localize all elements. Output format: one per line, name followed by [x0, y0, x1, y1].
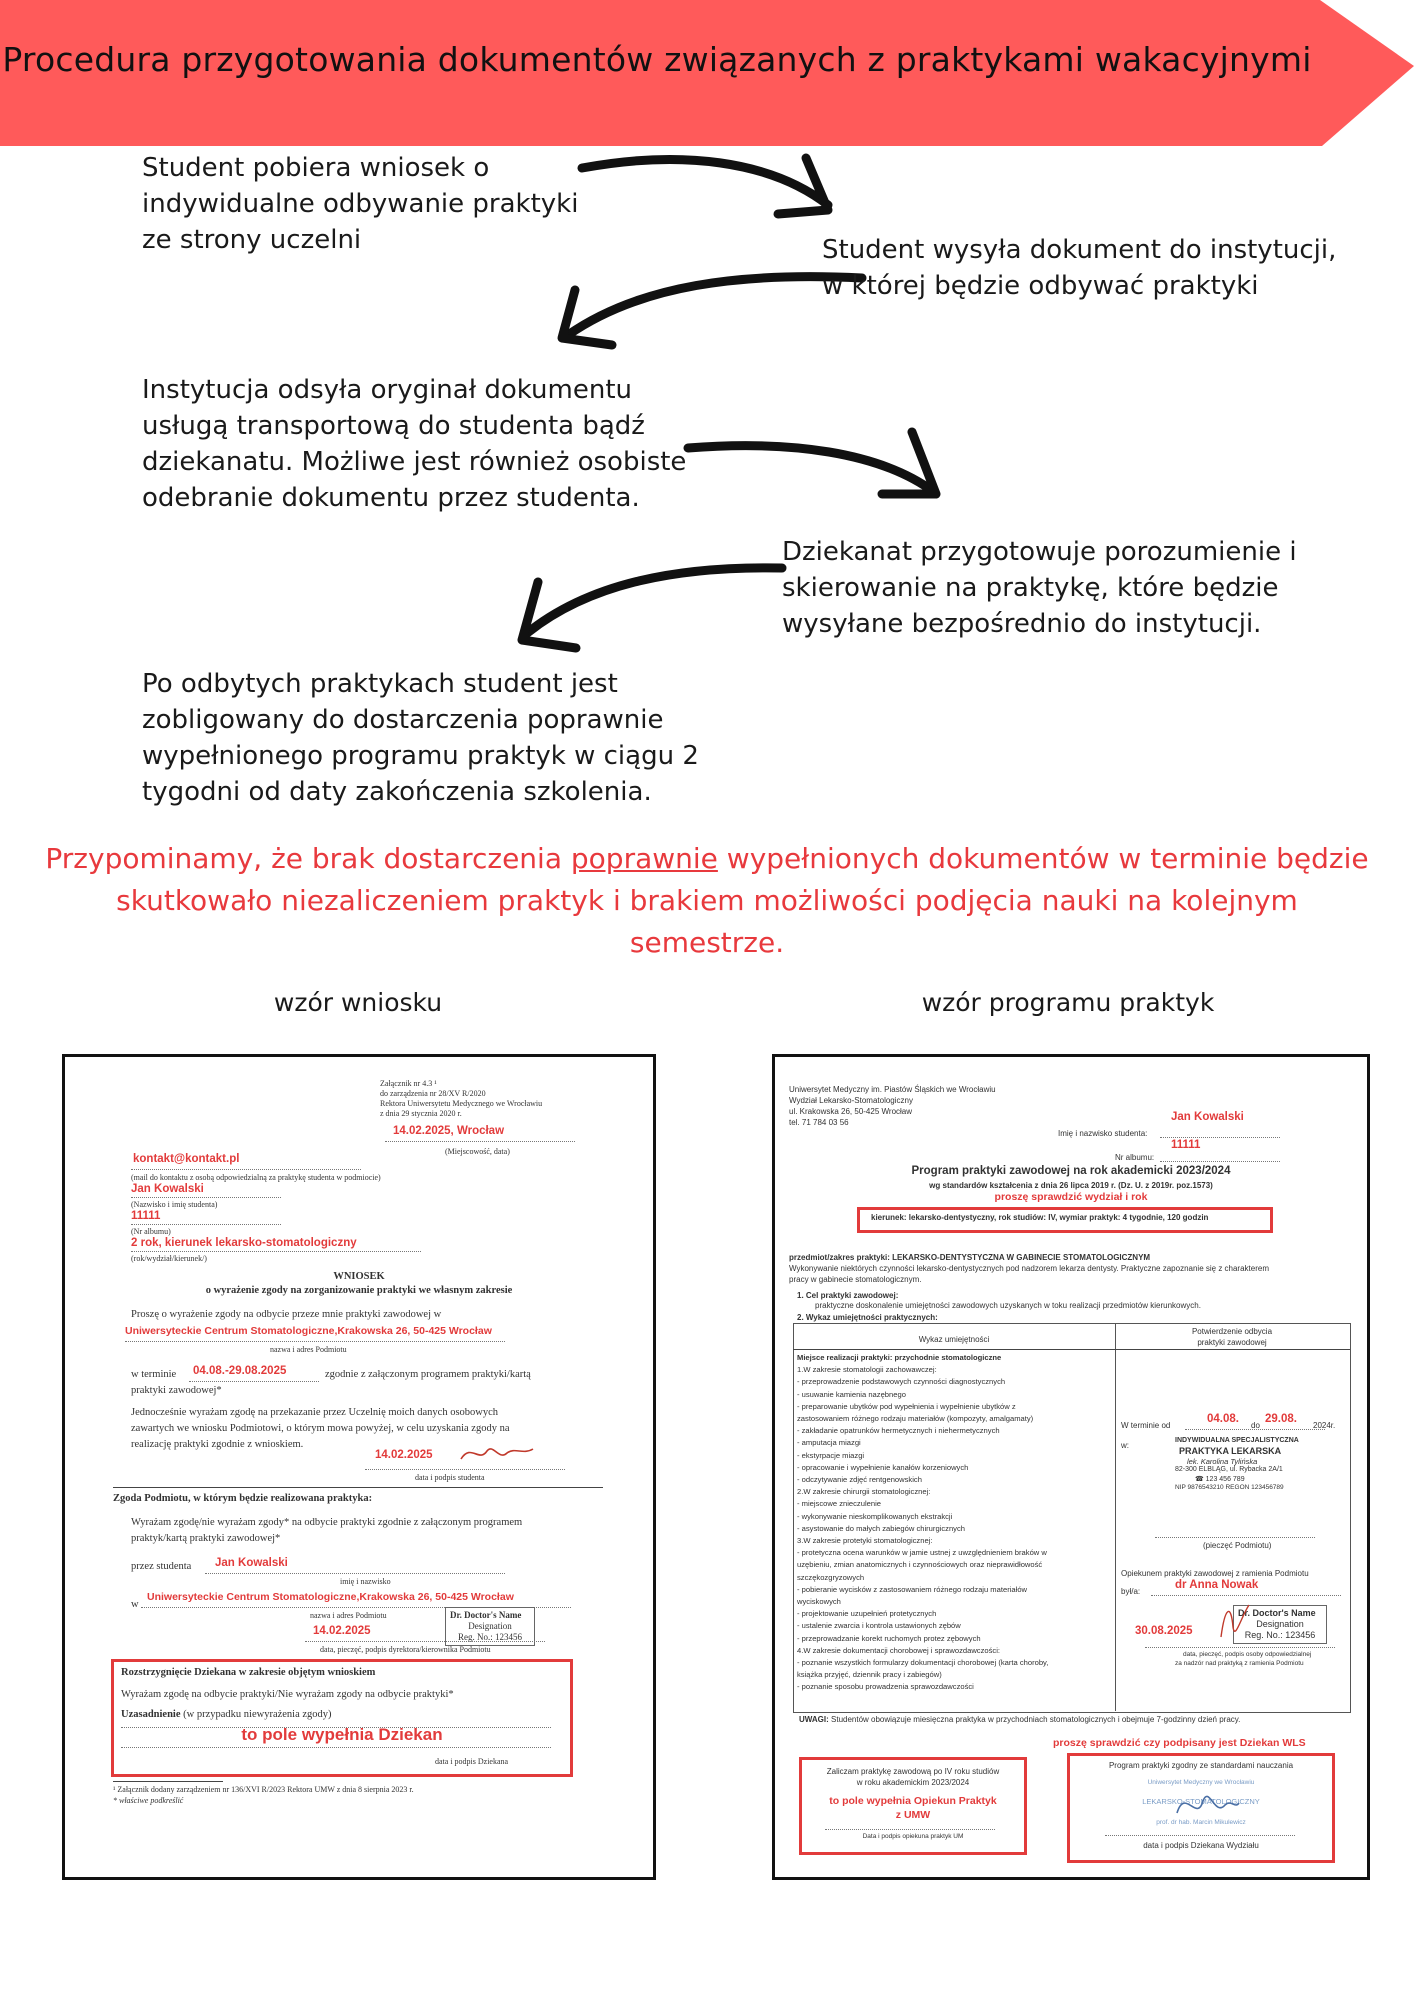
- doc1-signature-date: 14.02.2025: [375, 1449, 433, 1461]
- doc2-box2-signature: data i podpis Dziekana Wydziału: [1143, 1841, 1259, 1850]
- skills-item: wyciskowych: [797, 1597, 841, 1606]
- doc1-name-label: (Nazwisko i imię studenta): [131, 1200, 218, 1209]
- skills-item: szczękozgryzowych: [797, 1572, 865, 1582]
- doc1-consent-name-label: imię i nazwisko: [340, 1577, 391, 1586]
- doc2-header-1: Uniwersytet Medyczny im. Piastów Śląskich we Wrocławiu: [789, 1085, 996, 1094]
- doc1-p1: Proszę o wyrażenie zgody na odbycie przeze mnie praktyki zawodowej w: [131, 1309, 442, 1320]
- step-4-text: Dziekanat przygotowuje porozumienie i skierowanie na praktykę, które będzie wysyłane bezpośrednio do instytucji.: [782, 537, 1297, 639]
- doc1-dean-justification: [121, 1709, 332, 1720]
- doc1-footnote-1: ¹ Załącznik dodany zarządzeniem nr 136/XVI R/2023 Rektora UMW z dnia 8 sierpnia 2023 r.: [113, 1785, 414, 1794]
- doc2-header-2: Wydział Lekarsko-Stomatologiczny: [789, 1096, 913, 1105]
- step-3-text: Instytucja odsyła oryginał dokumentu usługą transportową do studenta bądź dziekanatu. Możliwe jest również osobiste odebranie dokumentu przez studenta.: [142, 375, 687, 513]
- step-5-text: Po odbytych praktykach student jest zobligowany do dostarczenia poprawnie wypełnionego programu praktyk w ciągu 2 tygodni od daty zakończenia szkolenia.: [142, 669, 699, 807]
- caption-program-sample: wzór programu praktyk: [921, 988, 1215, 1017]
- doc1-institution-label: nazwa i adres Podmiotu: [270, 1345, 347, 1354]
- skills-item: - zakładanie opatrunków hermetycznych i niehermetycznych: [797, 1426, 1000, 1436]
- doc1-date-place: 14.02.2025, Wrocław: [393, 1125, 505, 1137]
- doc1-dean-justification-text: (w przypadku niewyrażenia zgody): [180, 1709, 332, 1720]
- skills-item: - protetyczna ocena warunków w jamie ustnej z uwzględnieniem braków w: [797, 1548, 1047, 1558]
- doc1-header-4: z dnia 29 stycznia 2020 r.: [380, 1109, 462, 1118]
- doc2-goal: praktyczne doskonalenie umiejętności zawodowych uzyskanych w toku realizacji przedmiotów kierunkowych.: [815, 1301, 1201, 1310]
- skills-item: - przeprowadzanie korekt ruchomych protez zębowych: [797, 1633, 981, 1643]
- skills-item: - preparowanie ubytków pod wypełnienia i wypełnienie ubytków z: [797, 1401, 1016, 1411]
- doc1-subtitle: o wyrażenie zgody na zorganizowanie praktyki we własnym zakresie: [205, 1285, 513, 1296]
- skills-item: - miejscowe znieczulenie: [797, 1499, 881, 1509]
- doc2-supervisor-caption-1: data, pieczęć, podpis osoby odpowiedzialnej: [1183, 1651, 1312, 1658]
- skills-item: książka przyjęć, dziennik pracy i zabiegów): [797, 1670, 942, 1680]
- doc1-header-2: do zarządzenia nr 28/XV R/2020: [380, 1089, 486, 1098]
- skills-item: 2.W zakresie chirurgii stomatologicznej:: [797, 1487, 931, 1497]
- skills-item: 4.W zakresie dokumentacji chorobowej i sprawozdawczości:: [797, 1645, 1001, 1655]
- doc2-box1-note-1: to pole wypełnia Opiekun Praktyk: [829, 1795, 997, 1807]
- doc1-consent-sig-label: data, pieczęć, podpis dyrektora/kierownika Podmiotu: [320, 1645, 491, 1654]
- doc2-byl-label: był/a:: [1121, 1587, 1141, 1596]
- doc2-term-to: 29.08.: [1265, 1413, 1297, 1425]
- doc2-stamp-caption: (pieczęć Podmiotu): [1203, 1541, 1272, 1550]
- dean-signature-icon: [1171, 1783, 1241, 1825]
- doc2-album-label: Nr albumu:: [1115, 1153, 1155, 1162]
- reminder-part-1: Przypominamy, że brak dostarczenia: [45, 842, 571, 875]
- doc1-consent-name: Jan Kowalski: [215, 1557, 288, 1569]
- company-stamp-line-6: NIP 9876543210 REGON 123456789: [1175, 1484, 1284, 1491]
- doc2-term-from: 04.08.: [1207, 1413, 1239, 1425]
- arrow-4-icon: [526, 568, 782, 634]
- doc1-dean-p1: Wyrażam zgodę na odbycie praktyki/Nie wyrażam zgody na odbycie praktyki*: [121, 1689, 454, 1700]
- skills-item: - przeprowadzenie podstawowych czynności diagnostycznych: [797, 1377, 1006, 1387]
- doc2-student: Jan Kowalski: [1171, 1111, 1244, 1123]
- doc2-album: 11111: [1171, 1139, 1201, 1151]
- doc1-institution: Uniwersyteckie Centrum Stomatologiczne,Krakowska 26, 50-425 Wrocław: [125, 1325, 492, 1337]
- doc1-dean-justification-bold: Uzasadnienie: [121, 1709, 181, 1720]
- doc1-dean-note: to pole wypełnia Dziekan: [241, 1725, 443, 1744]
- doc1-signature-label: data i podpis studenta: [415, 1473, 485, 1482]
- skills-table-col-2a: Potwierdzenie odbycia: [1191, 1327, 1273, 1336]
- doc2-supervisor-date: 30.08.2025: [1135, 1625, 1193, 1637]
- supervisor-stamp-name: Dr. Doctor's Name: [1238, 1608, 1316, 1618]
- reminder-underlined-word: poprawnie: [570, 842, 718, 875]
- doc2-kierunek: kierunek: lekarsko-dentystyczny, rok studiów: IV, wymiar praktyk: 4 tygodnie, 120 godzin: [871, 1213, 1209, 1222]
- doc1-year: 2 rok, kierunek lekarsko-stomatologiczny: [131, 1237, 357, 1249]
- doc2-subtitle: wg standardów kształcenia z dnia 26 lipca 2019 r. (Dz. U. z 2019r. poz.1573): [929, 1181, 1213, 1190]
- doc1-consent-przez: przez studenta: [131, 1561, 192, 1572]
- doctor-stamp-reg: Reg. No.: 123456: [458, 1632, 522, 1642]
- doc2-box1-line-2: w roku akademickim 2023/2024: [856, 1778, 970, 1787]
- doc1-p2b: zawartych we wniosku Podmiotowi, o którym mowa powyżej, w celu uzyskania zgody na: [131, 1423, 510, 1434]
- doc1-term-suffix: zgodnie z załączonym programem praktyki/kartą: [325, 1369, 531, 1380]
- doc1-year-label: (rok/wydział/kierunek/): [131, 1254, 207, 1263]
- doc1-consent-title: Zgoda Podmiotu, w którym będzie realizowana praktyka:: [113, 1493, 373, 1504]
- doc1-email-label: (mail do kontaktu z osobą odpowiedzialną za praktykę studenta w podmiocie): [131, 1173, 381, 1182]
- application-form-sample[interactable]: [62, 1054, 656, 1880]
- doc1-album-label: (Nr albumu): [131, 1227, 171, 1236]
- doc1-dean-signature-label: data i podpis Dziekana: [435, 1757, 509, 1766]
- doc2-subject: przedmiot/zakres praktyki: LEKARSKO-DENTYSTYCZNA W GABINECIE STOMATOLOGICZNYM: [789, 1253, 1151, 1262]
- reminder-warning: [40, 838, 1374, 964]
- supervisor-signature-icon: [1215, 1597, 1255, 1647]
- skills-item: - pobieranie wycisków z zastosowaniem różnego rodzaju materiałów: [797, 1584, 1028, 1594]
- arrow-3-head: [882, 432, 936, 494]
- doc2-goal-title: 1. Cel praktyki zawodowej:: [797, 1291, 899, 1300]
- arrow-2-icon: [568, 277, 862, 335]
- dean-stamp-line-2: LEKARSKO-STOMATOLOGICZNY: [1142, 1797, 1260, 1806]
- skills-item: zastosowaniem różnego rodzaju materiałów (kompozyty, amalgamaty): [797, 1414, 1034, 1423]
- doc1-name: Jan Kowalski: [131, 1183, 204, 1195]
- doc2-uwagi: [799, 1715, 1240, 1724]
- doc2-check-dean-note: proszę sprawdzić czy podpisany jest Dziekan WLS: [1053, 1737, 1306, 1749]
- company-stamp-line-3: lek. Karolina Tylińska: [1187, 1457, 1258, 1466]
- reminder-part-2: wypełnionych dokumentów w terminie będzie skutkowało niezaliczeniem praktyk i brakiem możliwości podjęcia nauki na kolejnym semestrze.: [116, 842, 1369, 959]
- doc2-check-faculty-note: proszę sprawdzić wydział i rok: [994, 1191, 1148, 1203]
- page-title: Procedura przygotowania dokumentów związanych z praktykami wakacyjnymi: [2, 40, 1312, 79]
- doctor-stamp-designation: Designation: [468, 1621, 512, 1631]
- doc2-uwagi-label: UWAGI:: [799, 1715, 829, 1724]
- company-stamp-line-5: ☎ 123 456 789: [1195, 1476, 1245, 1483]
- skills-item: 1.W zakresie stomatologii zachowawczej:: [797, 1365, 937, 1375]
- doc1-email: kontakt@kontakt.pl: [133, 1153, 240, 1165]
- skills-item: - projektowanie uzupełnień protetycznych: [797, 1609, 937, 1619]
- doc1-consent-date: 14.02.2025: [313, 1625, 371, 1637]
- skills-table-col-2b: praktyki zawodowej: [1197, 1338, 1267, 1347]
- doc2-uwagi-text: Studentów obowiązuje miesięczna praktyka w przychodniach stomatologicznych i obejmuje 7-godzinny dzień pracy.: [828, 1715, 1241, 1724]
- doc1-consent-institution: Uniwersyteckie Centrum Stomatologiczne,Krakowska 26, 50-425 Wrocław: [147, 1591, 514, 1603]
- skills-item: - wykonywanie nieskomplikowanych ekstrakcji: [797, 1511, 953, 1521]
- doc1-consent-p1: Wyrażam zgodę/nie wyrażam zgody* na odbycie praktyki zgodnie z załączonym programem: [131, 1517, 523, 1528]
- doc1-header-1: Załącznik nr 4.3 ¹: [380, 1079, 437, 1088]
- doc2-title: Program praktyki zawodowej na rok akademicki 2023/2024: [911, 1165, 1231, 1177]
- skills-item: - ustalenie zwarcia i kontrola ustawionych zębów: [797, 1621, 961, 1631]
- doc2-box2-line-1: Program praktyki zgodny ze standardami nauczania: [1108, 1761, 1294, 1770]
- step-1-text: Student pobiera wniosek o indywidualne odbywanie praktyki ze strony uczelni: [142, 153, 579, 255]
- internship-program-sample[interactable]: [772, 1054, 1370, 1880]
- skills-item: - ekstyrpacje miazgi: [797, 1450, 865, 1460]
- doc1-term: 04.08.-29.08.2025: [193, 1365, 287, 1377]
- doc2-subject-desc-1: Wykonywanie niektórych czynności lekarsko-dentystycznych pod nadzorem lekarza dentysty. Praktyczne zapoznanie się z charakterem: [789, 1264, 1269, 1273]
- doc1-term-prefix: w terminie: [131, 1369, 177, 1380]
- doc1-footnote-2: * właściwe podkreślić: [113, 1796, 184, 1805]
- doc2-header-3: ul. Krakowska 26, 50-425 Wrocław: [789, 1107, 913, 1116]
- doc1-dean-title: Rozstrzygnięcie Dziekana w zakresie objętym wnioskiem: [121, 1667, 376, 1678]
- company-stamp-line-2: PRAKTYKA LEKARSKA: [1179, 1446, 1282, 1456]
- doc2-term-year: 2024r.: [1313, 1421, 1336, 1430]
- doc2-skills-title: 2. Wykaz umiejętności praktycznych:: [797, 1313, 938, 1322]
- doc2-subject-desc-2: pracy w gabinecie stomatologicznym.: [789, 1275, 922, 1284]
- dean-stamp-line-1: Uniwersytet Medyczny we Wrocławiu: [1147, 1779, 1255, 1786]
- doc1-term-line2: praktyki zawodowej*: [131, 1385, 222, 1396]
- skills-item: - opracowanie i wypełnienie kanałów korzeniowych: [797, 1462, 969, 1472]
- doc1-header-3: Rektora Uniwersytetu Medycznego we Wrocławiu: [380, 1099, 543, 1108]
- skills-table-col-1: Wykaz umiejętności: [918, 1335, 990, 1344]
- doc2-box1-signature: Data i podpis opiekuna praktyk UM: [862, 1833, 964, 1840]
- skills-item: - odczytywanie zdjęć rentgenowskich: [797, 1475, 922, 1484]
- doc2-term-label: W terminie od: [1121, 1421, 1171, 1430]
- doc2-term-do: do: [1251, 1421, 1260, 1430]
- doc2-box1-note-2: z UMW: [895, 1809, 931, 1821]
- doc1-consent-institution-label: nazwa i adres Podmiotu: [310, 1611, 387, 1620]
- doc2-student-label: Imię i nazwisko studenta:: [1058, 1129, 1148, 1138]
- skills-item: - poznanie sposobu prowadzenia sprawozdawczości: [797, 1682, 974, 1692]
- supervisor-stamp-designation: Designation: [1256, 1619, 1304, 1629]
- skills-item: - usuwanie kamienia nazębnego: [797, 1389, 906, 1399]
- doc1-p2a: Jednocześnie wyrażam zgodę na przekazanie przez Uczelnię moich danych osobowych: [131, 1407, 499, 1418]
- doc1-consent-p2: praktyk/kartą praktyki zawodowej*: [131, 1533, 281, 1544]
- doc1-p2c: realizację praktyki zgodnie z wnioskiem.: [131, 1439, 304, 1450]
- skills-item: - amputacja miazgi: [797, 1438, 861, 1448]
- arrow-1-icon: [582, 160, 828, 205]
- skills-item: - asystowanie do małych zabiegów chirurgicznych: [797, 1523, 965, 1533]
- doc1-date-place-label: (Miejscowość, data): [445, 1147, 510, 1156]
- doc2-w-label: w:: [1121, 1441, 1129, 1450]
- doc1-album: 11111: [131, 1210, 161, 1222]
- doc2-supervisor-label: Opiekunem praktyki zawodowej z ramienia Podmiotu: [1121, 1569, 1309, 1578]
- doc1-consent-w: w: [131, 1599, 139, 1610]
- doc2-box1-line-1: Zaliczam praktykę zawodową po IV roku studiów: [826, 1767, 1000, 1776]
- company-stamp-line-1: INDYWIDUALNA SPECJALISTYCZNA: [1175, 1437, 1299, 1444]
- doc2-supervisor-caption-2: za nadzór nad praktyką z ramienia Podmiotu: [1175, 1660, 1304, 1667]
- skills-item: 3.W zakresie protetyki stomatologicznej:: [797, 1536, 933, 1545]
- doc2-header-4: tel. 71 784 03 56: [789, 1118, 849, 1127]
- doctor-stamp-name: Dr. Doctor's Name: [450, 1610, 522, 1620]
- dean-stamp-line-3: prof. dr hab. Marcin Mikulewicz: [1156, 1819, 1246, 1826]
- skills-item: Miejsce realizacji praktyki: przychodnie stomatologiczne: [797, 1353, 1002, 1362]
- doc1-title: WNIOSEK: [333, 1271, 385, 1282]
- arrow-3-icon: [688, 446, 934, 492]
- skills-item: uzębieniu, zmian anatomicznych i czynnościowych oraz nieprawidłowość: [797, 1560, 1043, 1570]
- supervisor-stamp-reg: Reg. No.: 123456: [1244, 1630, 1316, 1640]
- company-stamp-line-4: 82-300 ELBLĄG, ul. Rybacka 2A/1: [1175, 1466, 1283, 1473]
- caption-application-sample: wzór wniosku: [273, 988, 443, 1017]
- doc2-supervisor: dr Anna Nowak: [1175, 1579, 1259, 1591]
- student-signature-icon: [457, 1437, 537, 1467]
- skills-item: - poznanie wszystkich formularzy dokumentacji chorobowej (karta choroby,: [797, 1658, 1049, 1667]
- step-2-text: Student wysyła dokument do instytucji, w której będzie odbywać praktyki: [822, 235, 1337, 301]
